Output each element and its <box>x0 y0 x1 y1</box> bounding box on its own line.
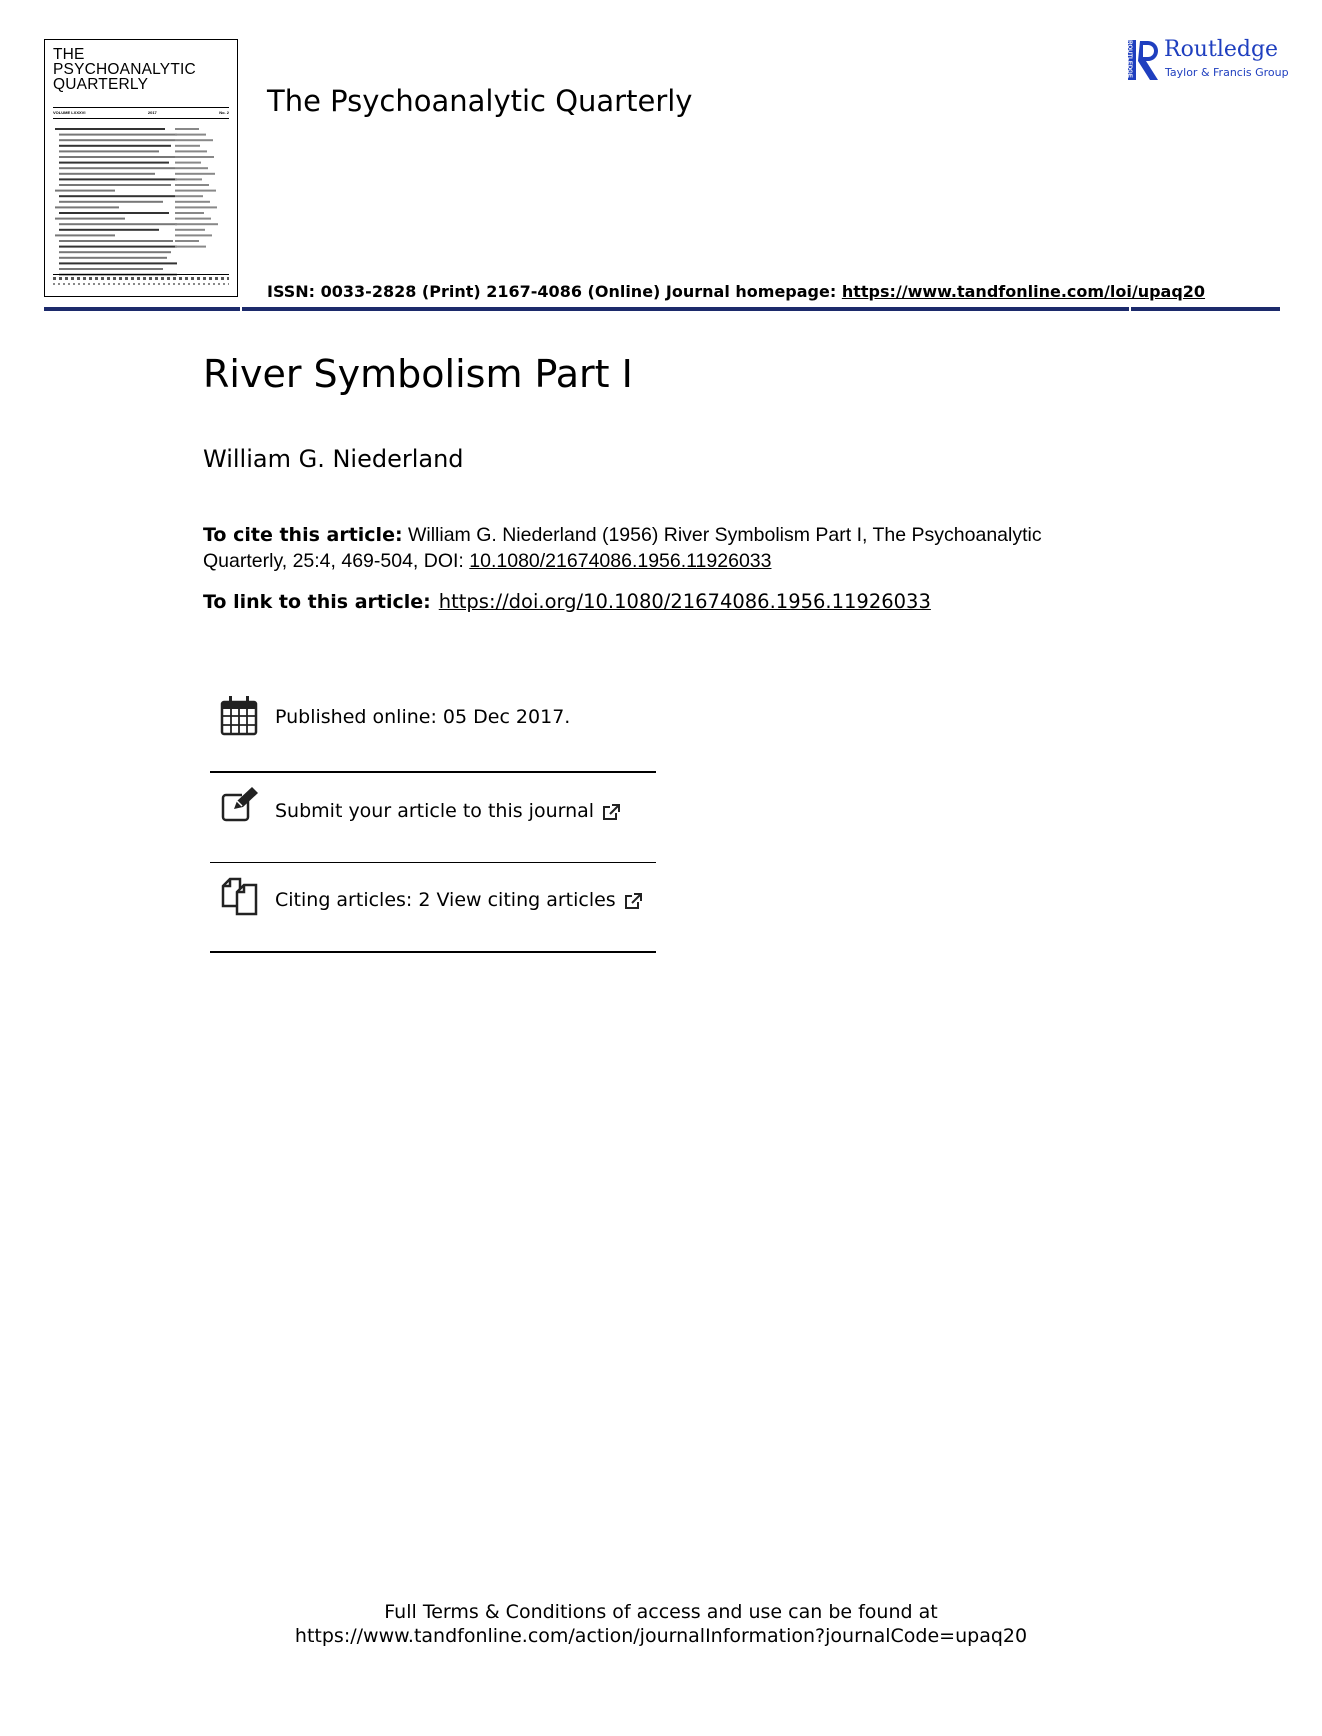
cover-meta <box>53 110 229 116</box>
header-rule-left <box>44 307 240 311</box>
divider <box>210 862 656 863</box>
cover-text-line <box>175 206 217 208</box>
cover-text-line <box>59 139 175 141</box>
cover-text-line <box>59 246 177 248</box>
cover-text-line <box>59 184 171 186</box>
cover-text-line <box>175 167 208 169</box>
terms-footer-url[interactable]: https://www.tandfonline.com/action/journalInformation?journalCode=upaq20 <box>294 1625 1028 1647</box>
cover-text-line <box>175 212 204 214</box>
article-author: William G. Niederland <box>203 445 464 473</box>
external-link-icon <box>624 892 644 910</box>
citing-articles-link[interactable] <box>275 889 644 911</box>
calendar-icon <box>220 696 258 736</box>
cover-text-line <box>59 223 177 225</box>
citation-text: William G. Niederland (1956) River Symbolism Part I, The Psychoanalytic Quarterly, 25:4, 469-504, DOI: <box>203 524 1042 572</box>
cover-text-line <box>175 173 215 175</box>
cover-text-line <box>175 201 210 203</box>
cover-text-line <box>55 128 165 130</box>
cover-number: No. 2 <box>219 110 229 115</box>
cover-text-line <box>59 229 159 231</box>
cover-volume: VOLUME LXXXVI <box>53 110 86 115</box>
cover-text-line <box>59 262 177 264</box>
edit-icon <box>220 787 260 823</box>
cover-text-line <box>59 201 163 203</box>
cover-text-line <box>59 257 167 259</box>
cover-text-line <box>59 240 173 242</box>
terms-footer-line1: Full Terms & Conditions of access and use can be found at <box>384 1601 938 1623</box>
cover-text-line <box>59 145 171 147</box>
cover-text-line <box>175 128 199 130</box>
cover-text-line <box>175 223 218 225</box>
cover-text-line <box>59 173 155 175</box>
cover-rule <box>53 274 229 275</box>
cover-text-line <box>175 162 201 164</box>
cover-text-line <box>59 195 175 197</box>
cover-text-line <box>175 156 214 158</box>
article-title: River Symbolism Part I <box>203 352 633 396</box>
copies-icon <box>220 876 260 918</box>
terms-footer <box>0 1600 1322 1648</box>
submit-article-link[interactable] <box>275 800 622 822</box>
cover-text-line <box>175 150 207 152</box>
cover-text-line <box>175 240 199 242</box>
cover-text-line <box>59 268 163 270</box>
citation-lead: To cite this article: <box>203 524 403 546</box>
cover-text-line <box>55 206 119 208</box>
divider <box>210 951 656 953</box>
journal-title: The Psychoanalytic Quarterly <box>267 84 693 118</box>
cover-text-line <box>175 178 202 180</box>
cover-text-line <box>55 218 125 220</box>
header-rule-right <box>1131 307 1280 311</box>
cover-text-line <box>59 156 177 158</box>
cover-text-line <box>59 167 175 169</box>
cover-text-line <box>175 134 206 136</box>
cover-text-line <box>175 145 200 147</box>
cover-text-line <box>175 246 206 248</box>
cover-text-line <box>175 195 203 197</box>
cover-text-line <box>175 234 212 236</box>
publisher-group: Taylor & Francis Group <box>1165 66 1289 79</box>
divider <box>210 771 656 773</box>
publisher-logo[interactable] <box>1126 37 1289 85</box>
cover-text-line <box>55 234 115 236</box>
issn-text: ISSN: 0033-2828 (Print) 2167-4086 (Online) Journal homepage: <box>267 282 842 301</box>
cover-text-line <box>175 218 211 220</box>
issn-line <box>267 282 1205 301</box>
published-online-text: Published online: 05 Dec 2017. <box>275 706 571 728</box>
routledge-r-icon <box>1128 37 1164 83</box>
external-link-icon <box>602 803 622 821</box>
citation-doi-link[interactable]: 10.1080/21674086.1956.11926033 <box>469 550 772 572</box>
cover-footer <box>53 277 229 280</box>
cover-rule <box>53 118 229 119</box>
cover-text-line <box>175 184 209 186</box>
article-doi-url-link[interactable]: https://doi.org/10.1080/21674086.1956.11926033 <box>438 590 931 613</box>
cover-text-line <box>59 212 169 214</box>
cover-text-line <box>59 150 159 152</box>
publisher-vertical-text: ROUTLEDGE <box>1126 40 1132 78</box>
cover-text-line <box>59 251 171 253</box>
cover-text-line <box>175 190 216 192</box>
publisher-name: Routledge <box>1164 37 1279 62</box>
cover-rule <box>53 107 229 108</box>
cover-text-line <box>59 162 169 164</box>
journal-cover-thumbnail <box>44 39 238 297</box>
cover-text-line <box>55 190 115 192</box>
citation-block <box>203 522 1103 574</box>
cover-text-line <box>175 229 205 231</box>
citing-articles-label: Citing articles: 2 View citing articles <box>275 889 616 911</box>
cover-text-line <box>175 139 213 141</box>
link-lead: To link to this article: <box>203 591 431 613</box>
cover-year: 2017 <box>147 110 157 115</box>
article-link-line <box>203 590 931 613</box>
journal-homepage-link[interactable]: https://www.tandfonline.com/loi/upaq20 <box>841 282 1206 301</box>
cover-text-line <box>59 178 177 180</box>
cover-footer <box>53 283 229 285</box>
cover-title: THE PSYCHOANALYTIC QUARTERLY <box>53 46 196 93</box>
header-rule-middle <box>242 307 1129 311</box>
cover-contents-illegible <box>45 124 238 284</box>
submit-article-label: Submit your article to this journal <box>275 800 595 822</box>
cover-text-line <box>59 134 177 136</box>
